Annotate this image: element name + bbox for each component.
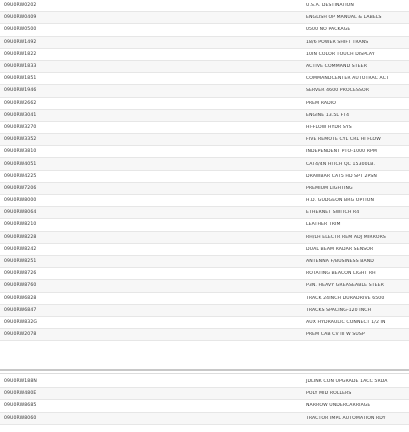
table-row (0, 122, 409, 134)
table-row (0, 98, 409, 110)
table-row (0, 73, 409, 85)
table-row (0, 329, 409, 341)
option-description: ENGINE 13.5L FT4 (306, 112, 350, 118)
option-description: H.D. GUDGEON BRG OPTION (306, 198, 374, 204)
option-description: TRACK 24INCH DURADRIVE 6500 (306, 295, 385, 301)
option-code: 09U0RW2662 (4, 100, 37, 106)
option-code: 09U0RW1851 (4, 76, 37, 82)
option-description: LEATHER TRIM (306, 222, 341, 228)
table-row (0, 256, 409, 268)
table-row (0, 219, 409, 231)
option-description: PREM RADIO (306, 100, 336, 106)
table-row (0, 146, 409, 158)
option-description: JDLINK CON UPGRADE 1ACC 5RDA (306, 379, 388, 385)
option-description: 10IN COLOR TOUCH DISPLAY (306, 51, 375, 57)
option-code: 09U0RW3270 (4, 124, 37, 130)
option-description: ENGLISH OP MANUAL & LABELS (306, 15, 382, 21)
option-code: 09U0RW480E (4, 391, 37, 397)
option-code: 09U0RW1946 (4, 88, 37, 94)
table-row (0, 195, 409, 207)
option-code: 09U0RW8060 (4, 415, 37, 421)
table-row (0, 268, 409, 280)
table-row (0, 0, 409, 12)
option-code: 09U0RW8726 (4, 271, 37, 277)
option-description: COMMANDCENTER AUTOTRAC ACT (306, 76, 389, 82)
table-row (0, 85, 409, 97)
option-code: 09U0RW0500 (4, 27, 37, 33)
option-code: 09U0RW8242 (4, 246, 37, 252)
option-code: 09U0RW2078 (4, 332, 37, 338)
option-code: 09U0RW0202 (4, 3, 37, 9)
table-row (0, 376, 409, 388)
option-code: 09U0RW7206 (4, 185, 37, 191)
option-code: 09U0RW832G (4, 319, 38, 325)
table-row (0, 49, 409, 61)
option-description: DUAL BEAM RADAR SENSOR (306, 246, 374, 252)
option-description: INDEPENDENT PTO-1000 RPM (306, 149, 377, 155)
table-row (0, 280, 409, 292)
table-row (0, 317, 409, 329)
option-code: 09U0RW8228 (4, 234, 37, 240)
option-code: 09U0RW3810 (4, 149, 37, 155)
table-row (0, 183, 409, 195)
table-row (0, 37, 409, 49)
table-row (0, 305, 409, 317)
option-code: 09U0RW8210 (4, 222, 37, 228)
option-description: 18/6 POWER SHIFT TRANS (306, 39, 369, 45)
option-description: CAT4/4N HITCH QC 15300LB. (306, 161, 376, 167)
option-description: ETHERNET SWITCH R4 (306, 210, 360, 216)
option-code: 09U0RW8760 (4, 283, 37, 289)
option-description: TRACKS SPACING-120 INCH (306, 307, 372, 313)
table-row (0, 388, 409, 400)
option-code: 09U0RW6847 (4, 307, 37, 313)
option-description: ANTENNA F/BUSINESS BAND (306, 259, 374, 265)
table-row (0, 400, 409, 412)
option-description: HI-FLOW HYDR SYS (306, 124, 352, 130)
option-description: PREMIUM LIGHTING (306, 185, 353, 191)
options-table-secondary (0, 376, 409, 425)
option-description: PREM CAB CV III W SUSP (306, 332, 365, 338)
option-code: 09U0RW8251 (4, 259, 37, 265)
option-description: 0500 NO PACKAGE (306, 27, 351, 33)
option-code: 09U0RW6828 (4, 295, 37, 301)
option-code: 09U0RW4051 (4, 161, 37, 167)
table-row (0, 134, 409, 146)
option-code: 09U0RW1492 (4, 39, 37, 45)
option-description: ROTATING BEACON LIGHT RH (306, 271, 376, 277)
option-description: POLY MID ROLLERS (306, 391, 352, 397)
option-code: 09U0RW8685 (4, 403, 37, 409)
option-code: 09U0RW0409 (4, 15, 37, 21)
option-code: 09U0RW3352 (4, 137, 37, 143)
option-description: P3N. HEAVY GREASEABLE STEER (306, 283, 384, 289)
option-code: 09U0RW8064 (4, 210, 37, 216)
table-row (0, 232, 409, 244)
table-row (0, 171, 409, 183)
option-code: 09U0RW1822 (4, 51, 37, 57)
option-description: TRACTOR IMPL AUTOMATION RDY (306, 415, 386, 421)
option-description: RH/LH ELECTR REM ADJ MIRRORS (306, 234, 386, 240)
option-description: DRAWBAR CAT5 HD SPT 2PSN (306, 173, 377, 179)
table-row (0, 110, 409, 122)
option-description: AUX HYDRAULIC CONNECT 1/2 IN (306, 319, 386, 325)
option-code: 09U0RW188N (4, 379, 37, 385)
table-row (0, 61, 409, 73)
table-row (0, 158, 409, 170)
option-description: ACTIVE COMMAND STEER (306, 64, 367, 70)
section-divider-line (0, 373, 409, 374)
table-row (0, 207, 409, 219)
option-code: 09U0RW4225 (4, 173, 37, 179)
table-row (0, 244, 409, 256)
table-row (0, 24, 409, 36)
option-description: U.S.A. DESTINATION (306, 3, 354, 9)
table-row (0, 413, 409, 425)
table-row (0, 12, 409, 24)
option-description: FIVE REMOTE CYL CRL HI FLOW (306, 137, 381, 143)
section-divider (0, 369, 409, 371)
option-code: 09U0RW3041 (4, 112, 37, 118)
option-code: 09U0RW8000 (4, 198, 37, 204)
option-description: SERVER 4600 PROCESSOR (306, 88, 370, 94)
option-code: 09U0RW1833 (4, 64, 37, 70)
table-row (0, 293, 409, 305)
option-description: NARROW UNDERCARRIAGE (306, 403, 371, 409)
